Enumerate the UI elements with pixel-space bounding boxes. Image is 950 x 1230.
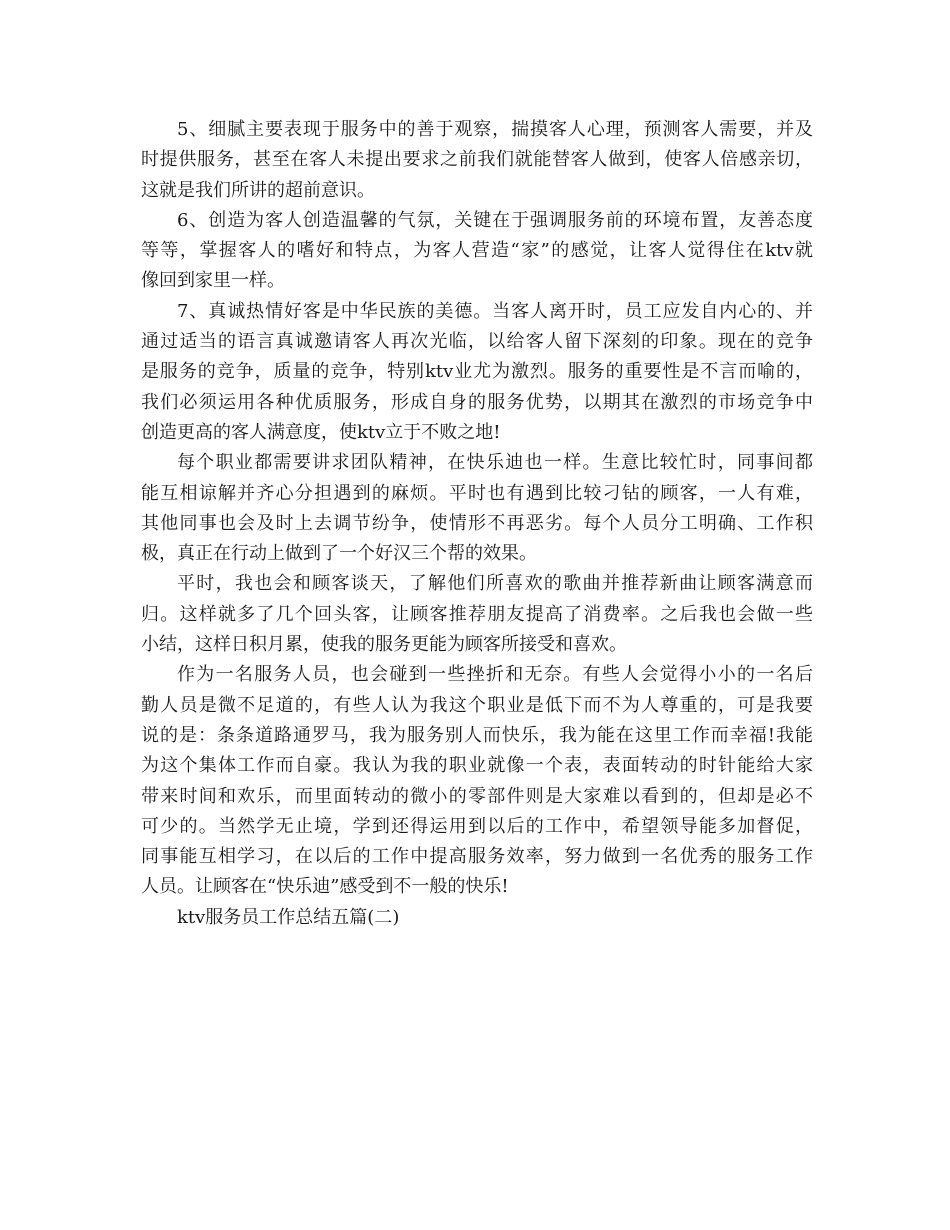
paragraph-reflection [141, 660, 813, 902]
text-line: 作为一名服务人员，也会碰到一些挫折和无奈。有些人会觉得小小的一名后 [177, 664, 813, 686]
text-line: 通过适当的语言真诚邀请客人再次光临，以给客人留下深刻的印象。现在的竞争 [141, 331, 813, 353]
text-line: 小结，这样日积月累，使我的服务更能为顾客所接受和喜欢。 [141, 634, 627, 656]
text-line: 我们必须运用各种优质服务，形成自身的服务优势，以期其在激烈的市场竞争中 [141, 391, 813, 413]
section-heading [141, 903, 813, 933]
document-body [141, 115, 813, 933]
text-line: 极，真正在行动上做到了一个好汉三个帮的效果。 [141, 543, 537, 565]
paragraph-7 [141, 297, 813, 448]
text-line: 平时，我也会和顾客谈天，了解他们所喜欢的歌曲并推荐新曲让顾客满意而 [177, 573, 813, 595]
text-line: 归。这样就多了几个回头客，让顾客推荐朋友提高了消费率。之后我也会做一些 [141, 603, 813, 625]
text-line: 人员。让顾客在“快乐迪”感受到不一般的快乐! [141, 876, 509, 898]
text-line: 7、真诚热情好客是中华民族的美德。当客人离开时，员工应发自内心的、并 [177, 300, 813, 322]
text-line: 可少的。当然学无止境，学到还得运用到以后的工作中，希望领导能多加督促， [141, 815, 813, 837]
text-line: 6、创造为客人创造温馨的气氛，关键在于强调服务前的环境布置，友善态度 [177, 209, 813, 231]
text-line: 说的是：条条道路通罗马，我为服务别人而快乐，我为能在这里工作而幸福!我能 [141, 724, 813, 746]
paragraph-team-spirit [141, 448, 813, 569]
text-line: 5、细腻主要表现于服务中的善于观察，揣摸客人心理，预测客人需要，并及 [177, 119, 813, 140]
paragraph-6 [141, 206, 813, 297]
text-line: 每个职业都需要讲求团队精神，在快乐迪也一样。生意比较忙时，同事间都 [177, 452, 813, 474]
text-line: 时提供服务，甚至在客人未提出要求之前我们就能替客人做到，使客人倍感亲切， [141, 149, 813, 171]
text-line: 为这个集体工作而自豪。我认为我的职业就像一个表，表面转动的时针能给大家 [141, 755, 813, 777]
text-line: 这就是我们所讲的超前意识。 [141, 179, 375, 201]
text-line: 是服务的竞争，质量的竞争，特别ktv业尤为激烈。服务的重要性是不言而喻的， [141, 361, 813, 383]
text-line: 创造更高的客人满意度，使ktv立于不败之地! [141, 421, 501, 443]
paragraph-customer-chat [141, 569, 813, 660]
text-line: 同事能互相学习，在以后的工作中提高服务效率，努力做到一名优秀的服务工作 [141, 846, 813, 868]
text-line: 勤人员是微不足道的，有些人认为我这个职业是低下而不为人尊重的，可是我要 [141, 694, 813, 716]
paragraph-5 [141, 115, 813, 206]
text-line: 其他同事也会及时上去调节纷争，使情形不再恶劣。每个人员分工明确、工作积 [141, 512, 813, 534]
text-line: 等等，掌握客人的嗜好和特点，为客人营造“家”的感觉，让客人觉得住在ktv就 [141, 240, 813, 262]
text-line: 像回到家里一样。 [141, 270, 285, 292]
text-line: 带来时间和欢乐，而里面转动的微小的零部件则是大家难以看到的，但却是必不 [141, 785, 813, 807]
heading-line: ktv服务员工作总结五篇(二) [177, 906, 400, 928]
text-line: 能互相谅解并齐心分担遇到的麻烦。平时也有遇到比较刁钻的顾客，一人有难， [141, 482, 813, 504]
